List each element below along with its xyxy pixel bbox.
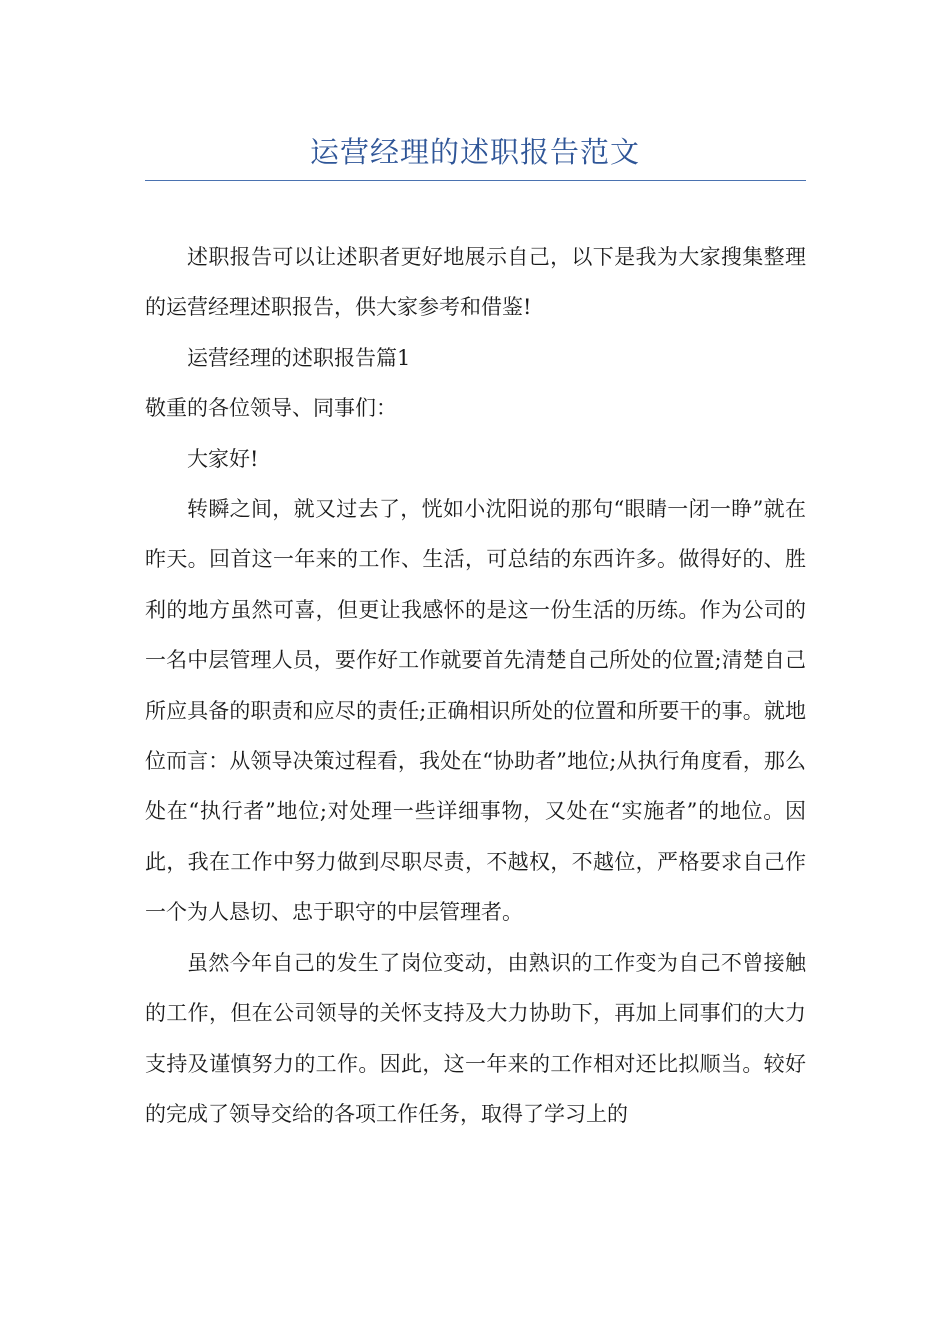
intro-paragraph: 述职报告可以让述职者更好地展示自己，以下是我为大家搜集整理的运营经理述职报告，供大家参考和借鉴!	[145, 245, 806, 320]
salutation: 敬重的各位领导、同事们：	[145, 396, 397, 421]
section-heading: 运营经理的述职报告篇1	[187, 345, 411, 370]
body-paragraph: 转瞬之间，就又过去了，恍如小沈阳说的那句“眼睛一闭一睁”就在昨天。回首这一年来的工作、生活，可总结的东西许多。做得好的、胜利的地方虽然可喜，但更让我感怀的是这一份生活的历练。作为公司的一名中层管理人员，要作好工作就要首先清楚自己所处的位置;清楚自己所应具备的职责和应尽的责任;正确相识所处的位置和所要干的事。就地位而言：从领导决策过程看，我处在“协助者”地位;从执行角度看，那么处在“执行者”地位;对处理一些详细事物，又处在“实施者”的地位。因此，我在工作中努力做到尽职尽责，不越权，不越位，严格要求自己作一个为人恳切、忠于职守的中层管理者。	[145, 497, 806, 925]
document-title: 运营经理的述职报告范文	[309, 135, 640, 169]
document-body	[145, 232, 806, 1139]
body-paragraph: 虽然今年自己的发生了岗位变动，由熟识的工作变为自己不曾接触的工作，但在公司领导的关怀支持及大力协助下，再加上同事们的大力支持及谨慎努力的工作。因此，这一年来的工作相对还比拟顺当。较好的完成了领导交给的各项工作任务，取得了学习上的	[145, 950, 806, 1126]
title-underline	[145, 180, 806, 181]
greeting: 大家好!	[187, 446, 259, 471]
